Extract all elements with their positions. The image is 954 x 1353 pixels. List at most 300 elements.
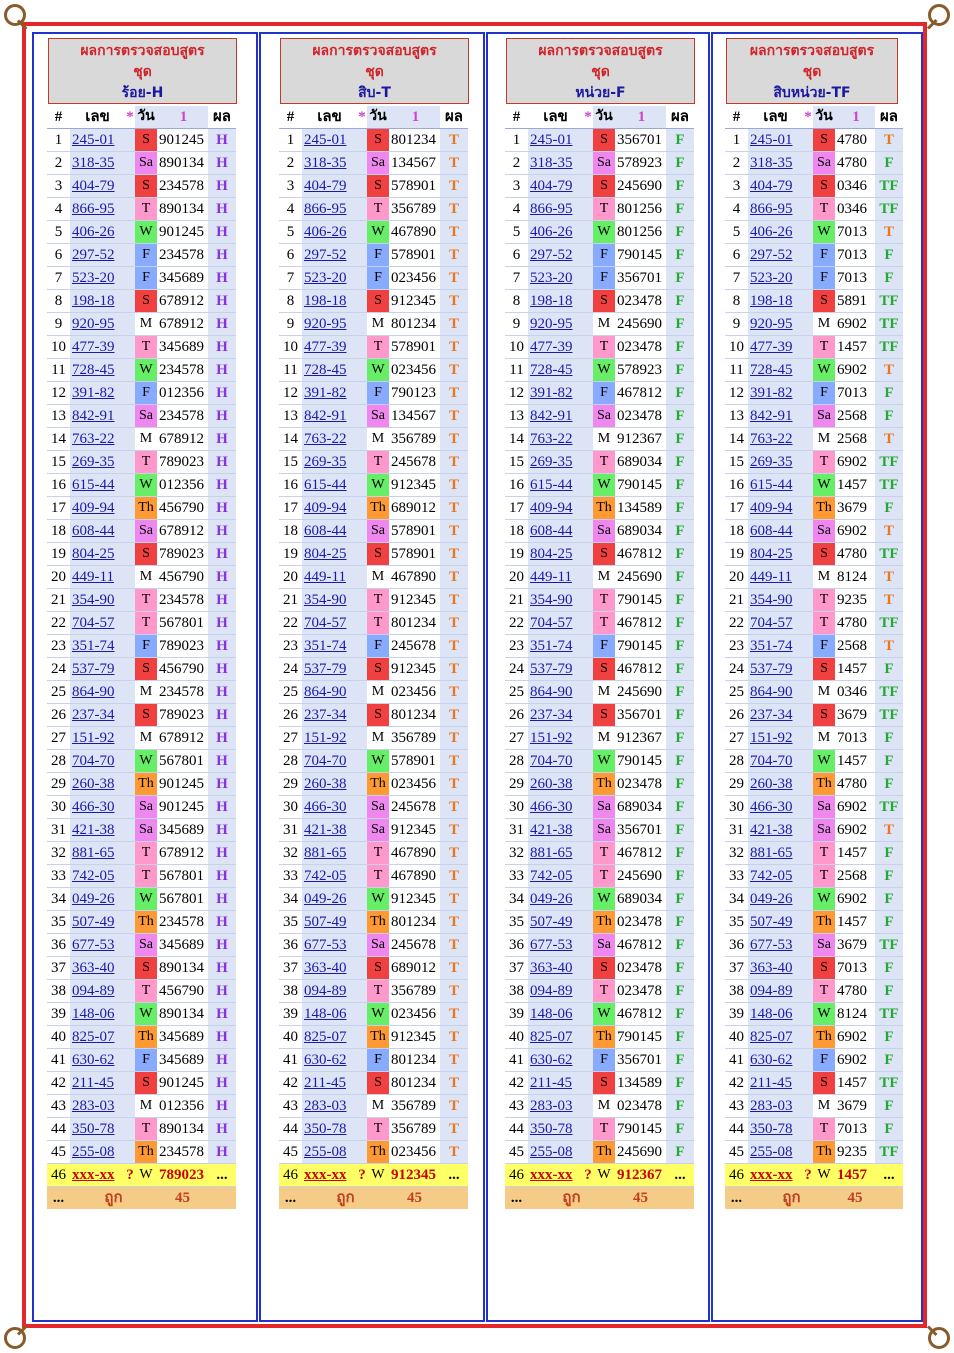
number-link[interactable]: 920-95 [72, 316, 115, 332]
number-cell[interactable] [528, 1003, 583, 1026]
number-cell[interactable] [302, 543, 357, 566]
number-link[interactable]: 615-44 [530, 477, 573, 493]
number-cell[interactable] [70, 1118, 125, 1141]
number-link[interactable]: 211-45 [72, 1075, 114, 1091]
number-link[interactable]: 704-70 [530, 753, 573, 769]
number-link[interactable]: 864-90 [72, 684, 115, 700]
number-cell[interactable] [70, 819, 125, 842]
number-cell[interactable] [528, 221, 583, 244]
number-cell[interactable] [528, 267, 583, 290]
number-cell[interactable] [528, 819, 583, 842]
number-cell[interactable] [70, 152, 125, 175]
number-cell[interactable] [748, 1026, 803, 1049]
number-cell[interactable] [748, 221, 803, 244]
number-link[interactable]: 466-30 [530, 799, 573, 815]
number-cell[interactable] [528, 336, 583, 359]
number-link[interactable]: 363-40 [304, 960, 347, 976]
number-cell[interactable] [70, 865, 125, 888]
number-cell[interactable] [748, 451, 803, 474]
number-link[interactable]: 742-05 [750, 868, 793, 884]
number-cell[interactable] [302, 957, 357, 980]
number-cell[interactable] [302, 773, 357, 796]
number-cell[interactable] [302, 129, 357, 152]
number-cell[interactable] [70, 428, 125, 451]
number-cell[interactable] [528, 704, 583, 727]
number-cell[interactable] [70, 359, 125, 382]
number-cell[interactable] [528, 888, 583, 911]
number-link[interactable]: 804-25 [750, 546, 793, 562]
number-link[interactable]: 763-22 [72, 431, 115, 447]
number-link[interactable]: 406-26 [530, 224, 573, 240]
number-cell[interactable] [302, 1164, 357, 1187]
number-link[interactable]: 881-65 [304, 845, 347, 861]
number-link[interactable]: 391-82 [304, 385, 347, 401]
number-cell[interactable] [528, 589, 583, 612]
number-cell[interactable] [70, 267, 125, 290]
number-link[interactable]: 477-39 [750, 339, 793, 355]
number-link[interactable]: 449-11 [530, 569, 572, 585]
number-cell[interactable] [528, 1118, 583, 1141]
number-cell[interactable] [302, 612, 357, 635]
number-cell[interactable] [70, 934, 125, 957]
number-link[interactable]: 466-30 [72, 799, 115, 815]
number-link[interactable]: 260-38 [750, 776, 793, 792]
number-link[interactable]: 350-78 [530, 1121, 573, 1137]
number-link[interactable]: 881-65 [750, 845, 793, 861]
number-link[interactable]: 260-38 [530, 776, 573, 792]
number-link[interactable]: 297-52 [530, 247, 573, 263]
number-link[interactable]: 391-82 [530, 385, 573, 401]
number-link[interactable]: 404-79 [304, 178, 347, 194]
number-link[interactable]: 245-01 [750, 132, 793, 148]
number-cell[interactable] [302, 658, 357, 681]
number-cell[interactable] [748, 1164, 803, 1187]
number-link[interactable]: 881-65 [72, 845, 115, 861]
number-link[interactable]: 523-20 [750, 270, 793, 286]
number-cell[interactable] [748, 382, 803, 405]
number-cell[interactable] [70, 221, 125, 244]
number-cell[interactable] [302, 152, 357, 175]
number-cell[interactable] [748, 313, 803, 336]
number-cell[interactable] [302, 474, 357, 497]
number-link[interactable]: 477-39 [530, 339, 573, 355]
number-link[interactable]: 804-25 [530, 546, 573, 562]
number-cell[interactable] [70, 451, 125, 474]
number-link[interactable]: 630-62 [750, 1052, 793, 1068]
number-cell[interactable] [748, 681, 803, 704]
number-cell[interactable] [302, 313, 357, 336]
number-link[interactable]: 630-62 [72, 1052, 115, 1068]
number-link[interactable]: 255-08 [72, 1144, 115, 1160]
number-cell[interactable] [302, 244, 357, 267]
number-link[interactable]: 507-49 [72, 914, 115, 930]
number-link[interactable]: 864-90 [750, 684, 793, 700]
number-link[interactable]: 466-30 [750, 799, 793, 815]
number-link[interactable]: 804-25 [72, 546, 115, 562]
number-link[interactable]: 354-90 [530, 592, 573, 608]
number-cell[interactable] [528, 1141, 583, 1164]
number-cell[interactable] [70, 290, 125, 313]
number-link[interactable]: 354-90 [750, 592, 793, 608]
number-link[interactable]: 297-52 [750, 247, 793, 263]
number-link[interactable]: 351-74 [72, 638, 115, 654]
number-cell[interactable] [748, 497, 803, 520]
number-link[interactable]: 537-79 [72, 661, 115, 677]
number-link[interactable]: 704-57 [72, 615, 115, 631]
number-cell[interactable] [70, 382, 125, 405]
number-cell[interactable] [70, 405, 125, 428]
number-link[interactable]: 630-62 [304, 1052, 347, 1068]
number-link[interactable]: 421-38 [750, 822, 793, 838]
number-link[interactable]: 404-79 [530, 178, 573, 194]
number-link[interactable]: 283-03 [304, 1098, 347, 1114]
number-link[interactable]: 148-06 [750, 1006, 793, 1022]
number-link[interactable]: 094-89 [530, 983, 573, 999]
number-link[interactable]: 237-34 [530, 707, 573, 723]
number-link[interactable]: 391-82 [750, 385, 793, 401]
number-cell[interactable] [748, 290, 803, 313]
number-cell[interactable] [70, 796, 125, 819]
number-link[interactable]: 804-25 [304, 546, 347, 562]
number-cell[interactable] [528, 428, 583, 451]
number-cell[interactable] [748, 911, 803, 934]
number-cell[interactable] [70, 1049, 125, 1072]
number-link[interactable]: 742-05 [304, 868, 347, 884]
number-cell[interactable] [70, 474, 125, 497]
number-link[interactable]: 920-95 [530, 316, 573, 332]
number-link[interactable]: xxx-xx [530, 1167, 573, 1183]
number-cell[interactable] [302, 888, 357, 911]
number-link[interactable]: 523-20 [72, 270, 115, 286]
number-link[interactable]: 151-92 [750, 730, 793, 746]
number-cell[interactable] [70, 727, 125, 750]
number-cell[interactable] [302, 221, 357, 244]
number-cell[interactable] [302, 980, 357, 1003]
number-cell[interactable] [528, 290, 583, 313]
number-cell[interactable] [748, 267, 803, 290]
number-cell[interactable] [528, 152, 583, 175]
number-link[interactable]: 763-22 [530, 431, 573, 447]
number-link[interactable]: 537-79 [530, 661, 573, 677]
number-cell[interactable] [302, 428, 357, 451]
number-cell[interactable] [70, 198, 125, 221]
number-link[interactable]: 094-89 [72, 983, 115, 999]
number-cell[interactable] [528, 175, 583, 198]
number-cell[interactable] [528, 796, 583, 819]
number-cell[interactable] [302, 520, 357, 543]
number-cell[interactable] [748, 566, 803, 589]
number-link[interactable]: 354-90 [72, 592, 115, 608]
number-link[interactable]: 318-35 [304, 155, 347, 171]
number-link[interactable]: 049-26 [530, 891, 573, 907]
number-cell[interactable] [302, 750, 357, 773]
number-cell[interactable] [70, 1026, 125, 1049]
number-cell[interactable] [528, 382, 583, 405]
number-cell[interactable] [528, 405, 583, 428]
number-link[interactable]: 677-53 [72, 937, 115, 953]
number-link[interactable]: 866-95 [750, 201, 793, 217]
number-link[interactable]: 704-70 [304, 753, 347, 769]
number-link[interactable]: 406-26 [72, 224, 115, 240]
number-cell[interactable] [302, 359, 357, 382]
number-cell[interactable] [748, 175, 803, 198]
number-cell[interactable] [70, 497, 125, 520]
number-cell[interactable] [302, 911, 357, 934]
number-link[interactable]: 354-90 [304, 592, 347, 608]
number-cell[interactable] [528, 681, 583, 704]
number-cell[interactable] [528, 934, 583, 957]
number-cell[interactable] [528, 129, 583, 152]
number-cell[interactable] [748, 405, 803, 428]
number-link[interactable]: 842-91 [530, 408, 573, 424]
number-link[interactable]: 094-89 [750, 983, 793, 999]
number-cell[interactable] [748, 198, 803, 221]
number-cell[interactable] [302, 1049, 357, 1072]
number-cell[interactable] [748, 474, 803, 497]
number-cell[interactable] [748, 658, 803, 681]
number-link[interactable]: 507-49 [530, 914, 573, 930]
number-cell[interactable] [302, 198, 357, 221]
number-link[interactable]: 763-22 [304, 431, 347, 447]
number-link[interactable]: xxx-xx [72, 1167, 115, 1183]
number-cell[interactable] [302, 405, 357, 428]
number-cell[interactable] [528, 980, 583, 1003]
number-link[interactable]: 260-38 [304, 776, 347, 792]
number-link[interactable]: 269-35 [304, 454, 347, 470]
number-link[interactable]: 269-35 [530, 454, 573, 470]
number-link[interactable]: 763-22 [750, 431, 793, 447]
number-link[interactable]: 049-26 [750, 891, 793, 907]
number-link[interactable]: 148-06 [530, 1006, 573, 1022]
number-link[interactable]: 421-38 [304, 822, 347, 838]
number-link[interactable]: 477-39 [304, 339, 347, 355]
number-link[interactable]: 728-45 [750, 362, 793, 378]
number-cell[interactable] [748, 428, 803, 451]
number-link[interactable]: 350-78 [304, 1121, 347, 1137]
number-link[interactable]: xxx-xx [304, 1167, 347, 1183]
number-cell[interactable] [748, 1118, 803, 1141]
number-link[interactable]: 363-40 [530, 960, 573, 976]
number-link[interactable]: 391-82 [72, 385, 115, 401]
number-cell[interactable] [70, 566, 125, 589]
number-link[interactable]: 881-65 [530, 845, 573, 861]
number-link[interactable]: 615-44 [750, 477, 793, 493]
number-cell[interactable] [70, 1072, 125, 1095]
number-cell[interactable] [70, 589, 125, 612]
number-cell[interactable] [302, 934, 357, 957]
number-cell[interactable] [302, 704, 357, 727]
number-cell[interactable] [748, 842, 803, 865]
number-link[interactable]: 825-07 [304, 1029, 347, 1045]
number-cell[interactable] [302, 865, 357, 888]
number-link[interactable]: 449-11 [304, 569, 346, 585]
number-link[interactable]: 677-53 [304, 937, 347, 953]
number-link[interactable]: 237-34 [72, 707, 115, 723]
number-cell[interactable] [528, 612, 583, 635]
number-link[interactable]: 704-57 [530, 615, 573, 631]
number-cell[interactable] [302, 175, 357, 198]
number-link[interactable]: 211-45 [304, 1075, 346, 1091]
number-cell[interactable] [302, 1095, 357, 1118]
number-link[interactable]: 704-70 [750, 753, 793, 769]
number-link[interactable]: 866-95 [304, 201, 347, 217]
number-link[interactable]: 477-39 [72, 339, 115, 355]
number-cell[interactable] [748, 1141, 803, 1164]
number-cell[interactable] [748, 612, 803, 635]
number-cell[interactable] [748, 957, 803, 980]
number-link[interactable]: 255-08 [750, 1144, 793, 1160]
number-link[interactable]: 151-92 [530, 730, 573, 746]
number-cell[interactable] [528, 658, 583, 681]
number-cell[interactable] [70, 980, 125, 1003]
number-link[interactable]: 297-52 [304, 247, 347, 263]
number-cell[interactable] [748, 635, 803, 658]
number-cell[interactable] [70, 842, 125, 865]
number-cell[interactable] [70, 957, 125, 980]
number-cell[interactable] [528, 842, 583, 865]
number-cell[interactable] [748, 727, 803, 750]
number-cell[interactable] [528, 635, 583, 658]
number-cell[interactable] [528, 497, 583, 520]
number-link[interactable]: 409-94 [304, 500, 347, 516]
number-link[interactable]: 283-03 [530, 1098, 573, 1114]
number-cell[interactable] [748, 796, 803, 819]
number-cell[interactable] [302, 589, 357, 612]
number-cell[interactable] [302, 336, 357, 359]
number-link[interactable]: 404-79 [72, 178, 115, 194]
number-link[interactable]: 406-26 [750, 224, 793, 240]
number-cell[interactable] [748, 336, 803, 359]
number-cell[interactable] [748, 244, 803, 267]
number-link[interactable]: 523-20 [304, 270, 347, 286]
number-link[interactable]: 094-89 [304, 983, 347, 999]
number-link[interactable]: xxx-xx [750, 1167, 793, 1183]
number-link[interactable]: 537-79 [304, 661, 347, 677]
number-cell[interactable] [528, 543, 583, 566]
number-cell[interactable] [748, 1095, 803, 1118]
number-link[interactable]: 151-92 [304, 730, 347, 746]
number-cell[interactable] [70, 773, 125, 796]
number-cell[interactable] [70, 658, 125, 681]
number-link[interactable]: 297-52 [72, 247, 115, 263]
number-cell[interactable] [528, 1026, 583, 1049]
number-cell[interactable] [748, 704, 803, 727]
number-cell[interactable] [302, 497, 357, 520]
number-link[interactable]: 269-35 [72, 454, 115, 470]
number-cell[interactable] [302, 681, 357, 704]
number-cell[interactable] [528, 313, 583, 336]
number-link[interactable]: 825-07 [750, 1029, 793, 1045]
number-cell[interactable] [70, 704, 125, 727]
number-link[interactable]: 507-49 [304, 914, 347, 930]
number-link[interactable]: 198-18 [304, 293, 347, 309]
number-cell[interactable] [748, 520, 803, 543]
number-link[interactable]: 920-95 [750, 316, 793, 332]
number-cell[interactable] [70, 888, 125, 911]
number-link[interactable]: 449-11 [750, 569, 792, 585]
number-cell[interactable] [528, 520, 583, 543]
number-cell[interactable] [302, 819, 357, 842]
number-link[interactable]: 842-91 [304, 408, 347, 424]
number-link[interactable]: 409-94 [72, 500, 115, 516]
number-link[interactable]: 920-95 [304, 316, 347, 332]
number-link[interactable]: 866-95 [72, 201, 115, 217]
number-cell[interactable] [748, 980, 803, 1003]
number-link[interactable]: 608-44 [304, 523, 347, 539]
number-cell[interactable] [748, 359, 803, 382]
number-link[interactable]: 608-44 [530, 523, 573, 539]
number-cell[interactable] [528, 566, 583, 589]
number-link[interactable]: 245-01 [304, 132, 347, 148]
number-link[interactable]: 350-78 [72, 1121, 115, 1137]
number-cell[interactable] [302, 842, 357, 865]
number-link[interactable]: 728-45 [72, 362, 115, 378]
number-link[interactable]: 269-35 [750, 454, 793, 470]
number-link[interactable]: 842-91 [750, 408, 793, 424]
number-link[interactable]: 537-79 [750, 661, 793, 677]
number-cell[interactable] [302, 727, 357, 750]
number-link[interactable]: 866-95 [530, 201, 573, 217]
number-cell[interactable] [70, 612, 125, 635]
number-cell[interactable] [70, 750, 125, 773]
number-link[interactable]: 409-94 [750, 500, 793, 516]
number-link[interactable]: 742-05 [72, 868, 115, 884]
number-link[interactable]: 825-07 [530, 1029, 573, 1045]
number-cell[interactable] [748, 934, 803, 957]
number-cell[interactable] [302, 796, 357, 819]
number-link[interactable]: 704-57 [750, 615, 793, 631]
number-link[interactable]: 615-44 [304, 477, 347, 493]
number-cell[interactable] [70, 1164, 125, 1187]
number-cell[interactable] [70, 911, 125, 934]
number-link[interactable]: 825-07 [72, 1029, 115, 1045]
number-link[interactable]: 864-90 [530, 684, 573, 700]
number-cell[interactable] [748, 865, 803, 888]
number-link[interactable]: 608-44 [72, 523, 115, 539]
number-link[interactable]: 351-74 [750, 638, 793, 654]
number-cell[interactable] [70, 1141, 125, 1164]
number-cell[interactable] [302, 566, 357, 589]
number-link[interactable]: 677-53 [750, 937, 793, 953]
number-link[interactable]: 404-79 [750, 178, 793, 194]
number-cell[interactable] [748, 1003, 803, 1026]
number-link[interactable]: 148-06 [304, 1006, 347, 1022]
number-link[interactable]: 245-01 [72, 132, 115, 148]
number-cell[interactable] [528, 244, 583, 267]
number-link[interactable]: 363-40 [72, 960, 115, 976]
number-link[interactable]: 728-45 [304, 362, 347, 378]
number-cell[interactable] [70, 681, 125, 704]
number-link[interactable]: 351-74 [304, 638, 347, 654]
number-cell[interactable] [70, 175, 125, 198]
number-cell[interactable] [528, 474, 583, 497]
number-cell[interactable] [528, 1164, 583, 1187]
number-link[interactable]: 049-26 [304, 891, 347, 907]
number-cell[interactable] [528, 198, 583, 221]
number-link[interactable]: 351-74 [530, 638, 573, 654]
number-cell[interactable] [528, 1049, 583, 1072]
number-link[interactable]: 318-35 [530, 155, 573, 171]
number-cell[interactable] [70, 635, 125, 658]
number-link[interactable]: 615-44 [72, 477, 115, 493]
number-link[interactable]: 742-05 [530, 868, 573, 884]
number-link[interactable]: 283-03 [750, 1098, 793, 1114]
number-link[interactable]: 704-70 [72, 753, 115, 769]
number-cell[interactable] [302, 1003, 357, 1026]
number-cell[interactable] [748, 1072, 803, 1095]
number-link[interactable]: 507-49 [750, 914, 793, 930]
number-link[interactable]: 350-78 [750, 1121, 793, 1137]
